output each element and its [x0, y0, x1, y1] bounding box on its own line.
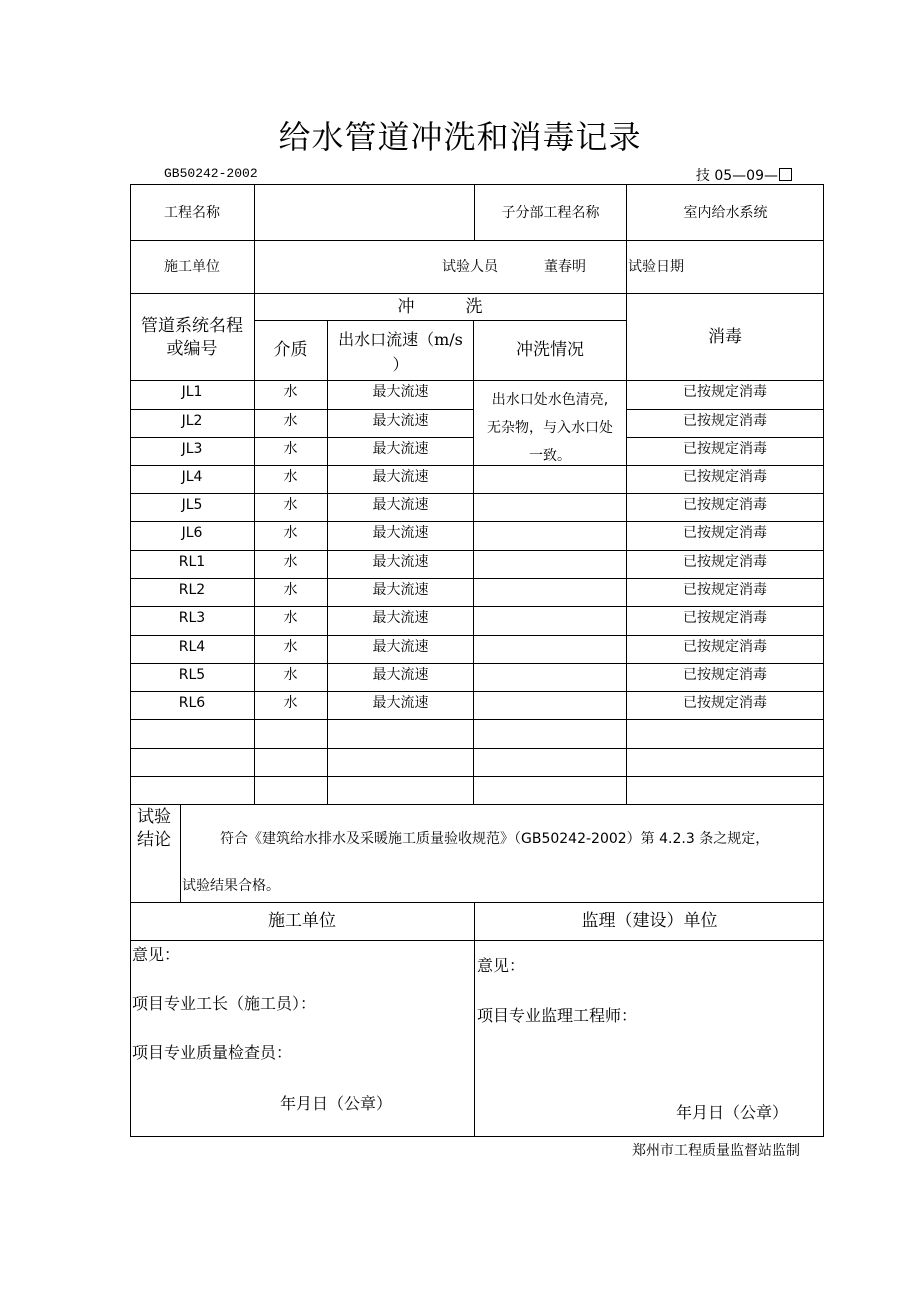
pipe-column-label: 管道系统名程	[141, 316, 243, 336]
pipe-id-cell: JL3	[181, 441, 203, 457]
inspector-label: 项目专业质量检查员：	[132, 1043, 293, 1062]
test-date-label: 试验日期	[628, 259, 684, 275]
pipe-id-cell: RL3	[178, 610, 206, 626]
velocity-cell: 最大流速	[372, 639, 429, 655]
flush-status-header: 冲洗情况	[516, 340, 584, 360]
pipe-id-cell: RL1	[178, 554, 206, 570]
sub-project-value[interactable]: 室内给水系统	[683, 205, 768, 221]
record-table	[130, 184, 824, 1137]
disinfect-cell: 已按规定消毒	[683, 695, 767, 711]
checkbox-icon	[779, 168, 792, 181]
left-opinion: 意见：	[132, 945, 181, 964]
medium-cell: 水	[283, 497, 298, 513]
velocity-cell: 最大流速	[372, 695, 429, 711]
medium-cell: 水	[283, 413, 298, 429]
pipe-id-cell: RL4	[178, 639, 206, 655]
right-date-seal: 年月日（公章）	[676, 1103, 789, 1122]
disinfect-cell: 已按规定消毒	[683, 667, 767, 683]
flush-status-line: 出水口处水色清亮,	[491, 392, 609, 408]
pipe-id-cell: JL1	[181, 384, 203, 400]
medium-cell: 水	[283, 695, 298, 711]
disinfect-cell: 已按规定消毒	[683, 441, 767, 457]
engineer-label: 项目专业监理工程师：	[477, 1006, 638, 1025]
page-title: 给水管道冲洗和消毒记录	[278, 118, 642, 156]
medium-header: 介质	[273, 340, 308, 360]
velocity-header-2: ）	[392, 355, 409, 374]
supervisor-heading: 监理（建设）单位	[581, 911, 718, 931]
disinfect-cell: 已按规定消毒	[683, 413, 767, 429]
velocity-cell: 最大流速	[372, 525, 429, 541]
velocity-cell: 最大流速	[372, 497, 429, 513]
velocity-cell: 最大流速	[372, 667, 429, 683]
medium-cell: 水	[283, 667, 298, 683]
disinfect-header: 消毒	[708, 327, 742, 347]
medium-cell: 水	[283, 610, 298, 626]
velocity-cell: 最大流速	[372, 441, 429, 457]
disinfect-cell: 已按规定消毒	[683, 582, 767, 598]
disinfect-cell: 已按规定消毒	[683, 469, 767, 485]
standard-code: GB50242-2002	[164, 166, 258, 181]
velocity-header: 出水口流速（m/s	[338, 330, 463, 349]
tester-value[interactable]: 董春明	[544, 259, 586, 275]
medium-cell: 水	[283, 639, 298, 655]
medium-cell: 水	[283, 582, 298, 598]
conclusion-text: 符合《建筑给水排水及采暖施工质量验收规范》（GB50242-2002）第 4.2.3 条之规定，	[220, 831, 770, 847]
medium-cell: 水	[283, 441, 298, 457]
medium-cell: 水	[283, 554, 298, 570]
form-code-text: 技 05—09—	[695, 168, 778, 184]
left-date-seal: 年月日（公章）	[280, 1094, 393, 1113]
disinfect-cell: 已按规定消毒	[683, 610, 767, 626]
medium-cell: 水	[283, 525, 298, 541]
velocity-cell: 最大流速	[372, 384, 429, 400]
flush-status-line: 一致。	[529, 448, 571, 464]
flush-status-line: 无杂物，与入水口处	[487, 420, 613, 436]
right-opinion: 意见：	[477, 956, 526, 975]
disinfect-cell: 已按规定消毒	[683, 639, 767, 655]
medium-cell: 水	[283, 469, 298, 485]
velocity-cell: 最大流速	[372, 554, 429, 570]
foreman-label: 项目专业工长（施工员）：	[132, 994, 317, 1013]
disinfect-cell: 已按规定消毒	[683, 525, 767, 541]
sub-project-label: 子分部工程名称	[501, 205, 600, 221]
velocity-cell: 最大流速	[372, 610, 429, 626]
velocity-cell: 最大流速	[372, 582, 429, 598]
pipe-id-cell: JL4	[181, 469, 203, 485]
velocity-cell: 最大流速	[372, 413, 429, 429]
pipe-id-cell: JL6	[181, 525, 203, 541]
flush-group-header: 冲 洗	[397, 297, 483, 317]
flush-status-text	[474, 386, 626, 470]
footer-issuer: 郑州市工程质量监督站监制	[632, 1143, 800, 1159]
pipe-id-cell: JL2	[181, 413, 203, 429]
pipe-id-cell: JL5	[181, 497, 203, 513]
form-code	[696, 165, 792, 185]
pipe-id-cell: RL5	[178, 667, 206, 683]
velocity-cell: 最大流速	[372, 469, 429, 485]
pipe-id-cell: RL6	[178, 695, 206, 711]
conclusion-label-2: 结论	[137, 830, 171, 850]
pipe-column-label-2: 或编号	[166, 339, 218, 359]
contractor-heading: 施工单位	[268, 911, 336, 931]
conclusion-label: 试验	[137, 807, 171, 827]
disinfect-cell: 已按规定消毒	[683, 497, 767, 513]
disinfect-cell: 已按规定消毒	[683, 554, 767, 570]
pipe-id-cell: RL2	[178, 582, 206, 598]
tester-label: 试验人员	[442, 259, 498, 275]
contractor-label: 施工单位	[164, 259, 220, 275]
disinfect-cell: 已按规定消毒	[683, 384, 767, 400]
medium-cell: 水	[283, 384, 298, 400]
project-name-label: 工程名称	[164, 205, 220, 221]
conclusion-text-2: 试验结果合格。	[182, 878, 280, 894]
